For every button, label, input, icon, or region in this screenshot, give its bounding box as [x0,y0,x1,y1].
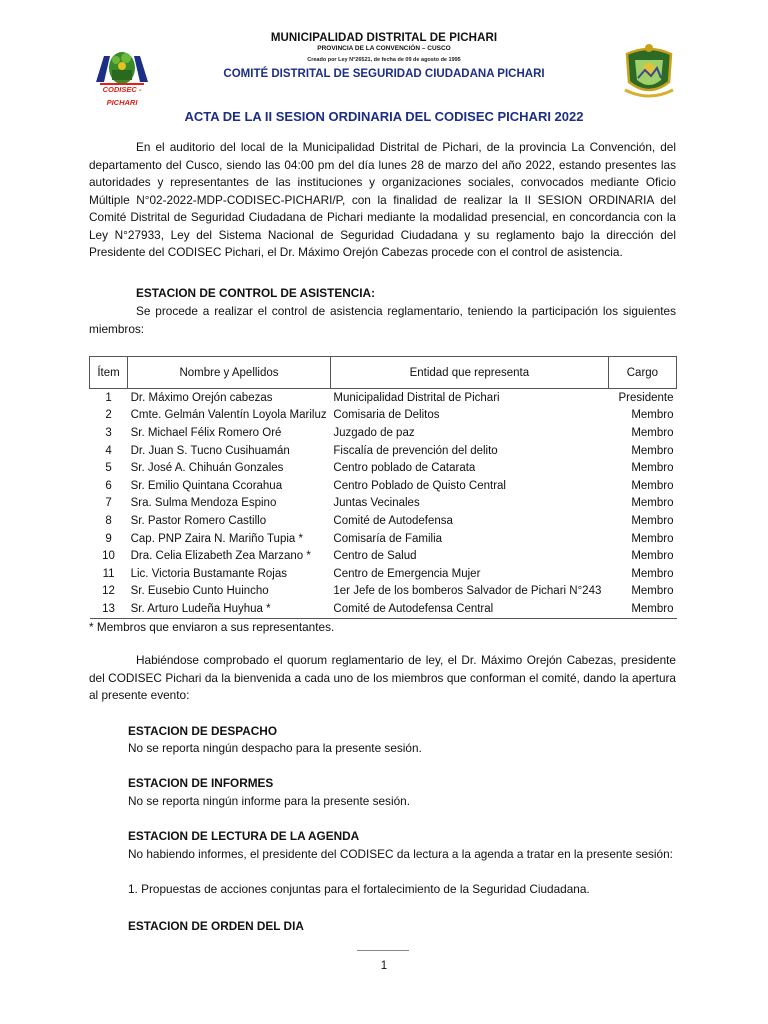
cell-item: 10 [102,550,115,563]
municipal-shield-logo [623,42,675,100]
header-name: Nombre y Apellidos [128,357,331,389]
cell-item: 8 [105,514,112,527]
agenda-list-item: 1. Propuestas de acciones conjuntas para el fortalecimiento de la Seguridad Ciudadana. [128,882,590,896]
attendance-table [89,356,677,619]
cell-item: 7 [105,497,112,510]
header-item: Ítem [90,357,128,389]
informes-text: No se reporta ningún informe para la presente sesión. [128,794,410,808]
committee-name: COMITÉ DISTRITAL DE SEGURIDAD CIUDADANA PICHARI [223,68,545,80]
cell-name: Dr. Juan S. Tucno Cusihuamán [130,444,290,457]
municipality-name: MUNICIPALIDAD DISTRITAL DE PICHARI [270,32,498,44]
header-role: Cargo [608,357,676,389]
cell-role: Membro [631,409,674,422]
cell-role: Membro [631,550,674,563]
codisec-logo [90,46,154,107]
cell-entity: Comisaria de Delitos [333,409,440,422]
despacho-heading: ESTACION DE DESPACHO [128,724,278,738]
orden-del-dia-heading: ESTACION DE ORDEN DEL DIA [128,919,304,933]
table-row [90,459,677,477]
table-row [90,407,677,425]
page-divider [357,950,409,951]
cell-item: 12 [102,585,115,598]
cell-name: Sr. Arturo Ludeña Huyhua * [128,600,331,618]
agenda-text: No habiendo informes, el presidente del CODISEC da lectura a la agenda a tratar en la presente sesión: [128,847,673,861]
cell-entity: Centro Poblado de Quisto Central [333,479,506,492]
attendance-paragraph: Se procede a realizar el control de asistencia reglamentario, teniendo la participación los siguientes miembros: [89,304,676,336]
table-row [90,477,677,495]
codisec-emblem-icon [90,46,154,86]
cell-item: 11 [102,567,115,580]
table-header-row [90,357,677,389]
shield-icon [623,42,675,100]
cell-role: Membro [631,567,674,580]
table-row [90,530,677,548]
cell-entity: Centro de Emergencia Mujer [333,567,481,580]
cell-entity: Centro poblado de Catarata [333,462,476,475]
cell-role: Membro [631,479,674,492]
cell-entity: Comité de Autodefensa [333,514,453,527]
cell-entity: 1er Jefe de los bomberos Salvador de Pichari N°243 [333,585,602,598]
cell-entity: Juntas Vecinales [333,497,420,510]
table-row [90,583,677,601]
intro-paragraph: En el auditorio del local de la Municipalidad Distrital de Pichari, de la provincia La Convención, del departamento del Cusco, siendo las 04:00 pm del día lunes 28 de marzo del año 2022, estando presentes las autoridades y representantes de las instituciones y organizaciones sociales, convocados mediante Oficio Múltiple N°02-2022-MDP-CODISEC-PICHARI/P, con la finalidad de realizar la II SESION ORDINARIA del Comité Distrital de Seguridad Ciudadana de Pichari mediante la modalidad presencial, en concordancia con la Ley N°27933, Ley del Sistema Nacional de Seguridad Ciudadana y su reglamento bajo la dirección del Presidente del CODISEC Pichari, el Dr. Máximo Orejón Cabezas procede con el control de asistencia. [89,140,676,259]
cell-item: 13 [90,600,128,618]
table-row [90,442,677,460]
cell-role: Membro [631,444,674,457]
table-footnote: * Membros que enviaron a sus representantes. [89,620,335,634]
cell-name: Cmte. Gelmán Valentín Loyola Mariluz [130,409,327,422]
cell-name: Dra. Celia Elizabeth Zea Marzano * [130,550,311,563]
table-row [90,547,677,565]
cell-role: Membro [631,497,674,510]
page-number: 1 [380,960,388,972]
quorum-paragraph: Habiéndose comprobado el quorum reglamentario de ley, el Dr. Máximo Orejón Cabezas, presidente del CODISEC Pichari da la bienvenida a cada uno de los miembros que conforman el comité, dando la apertura al presente evento: [89,653,676,702]
document-title: ACTA DE LA II SESION ORDINARIA DEL CODISEC PICHARI 2022 [184,109,584,124]
cell-entity: Juzgado de paz [333,426,415,439]
cell-item: 6 [105,479,112,492]
cell-name: Sr. Pastor Romero Castillo [130,514,267,527]
cell-entity: Comité de Autodefensa Central [330,600,608,618]
cell-name: Sr. Emilio Quintana Ccorahua [130,479,283,492]
table-row [90,424,677,442]
cell-entity: Comisaría de Familia [333,532,443,545]
cell-item: 3 [105,426,112,439]
cell-name: Cap. PNP Zaira N. Mariño Tupia * [130,532,303,545]
cell-name: Sr. Eusebio Cunto Huincho [130,585,269,598]
cell-name: Sr. Michael Félix Romero Oré [130,426,282,439]
cell-name: Sr. José A. Chihuán Gonzales [130,462,284,475]
table-row [90,600,677,618]
table-row [90,495,677,513]
cell-role: Presidente [618,391,674,404]
cell-name: Lic. Victoria Bustamante Rojas [130,567,287,580]
cell-role: Membro [631,585,674,598]
province-line: PROVINCIA DE LA CONVENCIÓN – CUSCO [317,45,451,52]
cell-item: 4 [105,444,112,457]
cell-item: 2 [105,409,112,422]
cell-item: 1 [105,391,112,404]
agenda-heading: ESTACION DE LECTURA DE LA AGENDA [128,829,360,843]
informes-heading: ESTACION DE INFORMES [128,776,274,790]
cell-role: Membro [631,462,674,475]
cell-role: Membro [608,600,676,618]
cell-role: Membro [631,426,674,439]
cell-role: Membro [631,532,674,545]
codisec-logo-text: CODISEC - PICHARI [102,85,142,107]
table-row [90,512,677,530]
cell-name: Sra. Sulma Mendoza Espino [130,497,277,510]
table-row [90,565,677,583]
attendance-heading: ESTACION DE CONTROL DE ASISTENCIA: [136,286,376,300]
despacho-text: No se reporta ningún despacho para la presente sesión. [128,741,422,755]
cell-name: Dr. Máximo Orejón cabezas [130,391,273,404]
creation-law-line: Creado por Ley N°26521, de fecha de 09 de agosto de 1995 [307,57,461,63]
cell-entity: Municipalidad Distrital de Pichari [333,391,500,404]
cell-item: 9 [105,532,112,545]
cell-item: 5 [105,462,112,475]
table-row [90,389,677,407]
cell-entity: Centro de Salud [333,550,417,563]
cell-entity: Fiscalía de prevención del delito [333,444,498,457]
cell-role: Membro [631,514,674,527]
header-entity: Entidad que representa [330,357,608,389]
